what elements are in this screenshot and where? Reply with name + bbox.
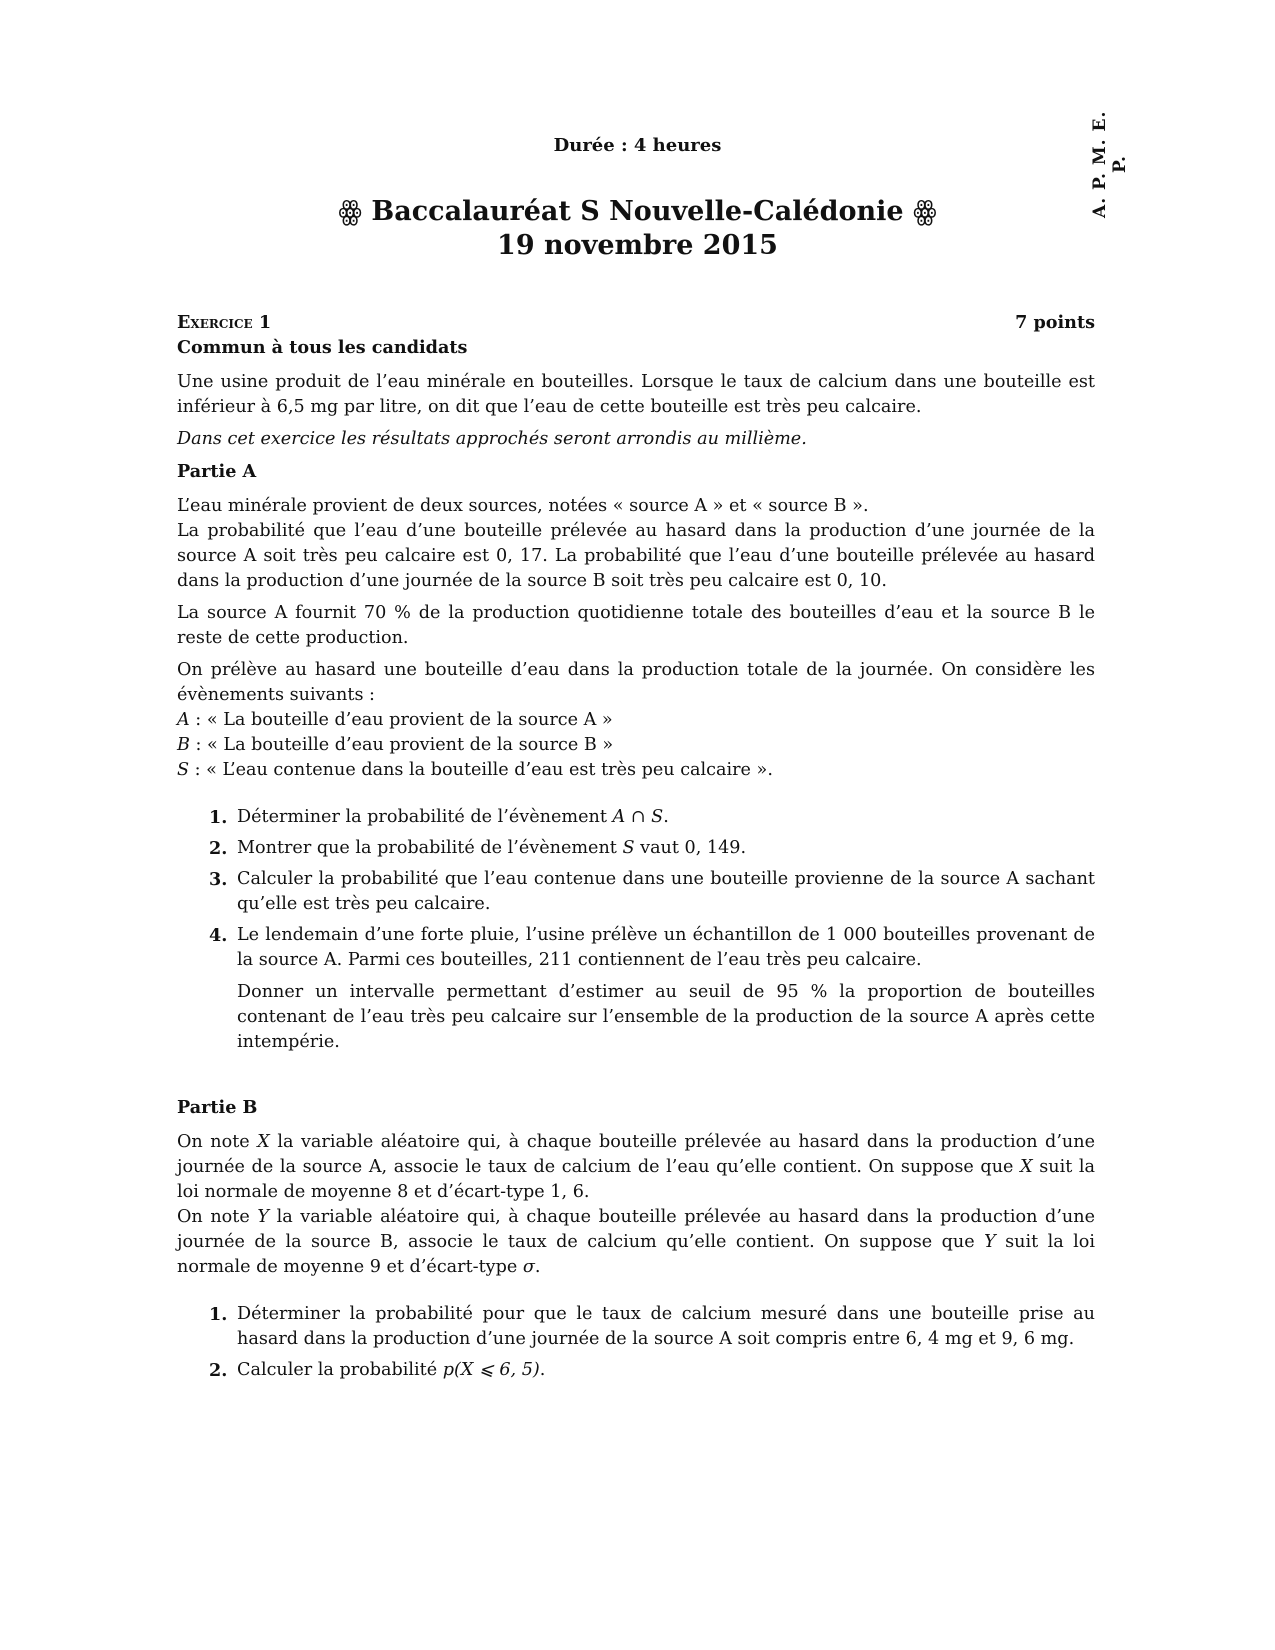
part-b-p2-a: On note xyxy=(177,1207,258,1227)
question-number: 2. xyxy=(209,838,228,859)
part-a-p3: La source A fournit 70 % de la production quotidienne totale des bouteilles d’eau et la source B le reste de cette production. xyxy=(177,603,1095,648)
question-math: A ∩ S xyxy=(612,807,664,827)
part-b-p1-a: On note xyxy=(177,1132,258,1152)
question-math: S xyxy=(622,838,635,858)
part-b-p2-b: la variable aléatoire qui, à chaque bouteille prélevée au hasard dans la production d’une journée de la source B, associe le taux de calcium qu’elle contient. On suppose que xyxy=(177,1207,1095,1252)
exercise-points: 7 points xyxy=(1015,312,1095,333)
ornament-left-icon: ꙮ xyxy=(338,196,362,227)
exercise-audience: Commun à tous les candidats xyxy=(177,337,468,358)
question-item xyxy=(177,867,1095,917)
part-b-var-x2: X xyxy=(1020,1157,1033,1177)
title-line1: Baccalauréat S Nouvelle-Calédonie xyxy=(371,196,904,227)
event-item xyxy=(177,758,1095,783)
part-b-title: Partie B xyxy=(177,1097,258,1118)
question-number: 2. xyxy=(209,1360,228,1381)
part-a-p1: L’eau minérale provient de deux sources, notées « source A » et « source B ». xyxy=(177,496,869,516)
event-item xyxy=(177,708,1095,733)
part-b-var-y: Y xyxy=(257,1207,269,1227)
part-b-p1 xyxy=(177,1130,1095,1205)
exercise-header xyxy=(177,310,1095,335)
part-b-p2-d: . xyxy=(534,1257,541,1277)
part-b-questions xyxy=(177,1302,1095,1383)
side-label: A. P. M. E. P. xyxy=(1090,110,1130,218)
question-tail: vaut 0, 149. xyxy=(634,838,747,858)
exercise-content xyxy=(177,310,1095,1389)
exercise-intro: Une usine produit de l’eau minérale en bouteilles. Lorsque le taux de calcium dans une bouteille est inférieur à 6,5 mg par litre, on dit que l’eau de cette bouteille est très peu calcaire. xyxy=(177,372,1095,417)
part-b-var-y2: Y xyxy=(984,1232,996,1252)
part-b-p1-b: la variable aléatoire qui, à chaque bouteille prélevée au hasard dans la production d’une journée de la source A, associe le taux de calcium de l’eau qu’elle contient. On suppose que xyxy=(177,1132,1095,1177)
question-item xyxy=(177,1302,1095,1352)
rounding-note-text: Dans cet exercice les résultats approchés seront arrondis au millième. xyxy=(177,429,807,449)
rounding-note xyxy=(177,427,1095,452)
part-b-p2-c: suit la loi normale de moyenne 9 et d’écart-type xyxy=(177,1232,1095,1277)
question-text: Le lendemain d’une forte pluie, l’usine prélève un échantillon de 1 000 bouteilles provenant de la source A. Parmi ces bouteilles, 211 contiennent de l’eau très peu calcaire. xyxy=(237,925,1095,970)
question-item xyxy=(177,805,1095,830)
part-a-questions xyxy=(177,805,1095,1055)
question-text: Montrer que la probabilité de l’évènement xyxy=(237,838,623,858)
part-a-p2: La probabilité que l’eau d’une bouteille prélevée au hasard dans la production d’une journée de la source A soit très peu calcaire est 0, 17. La probabilité que l’eau d’une bouteille prélevée au hasard dans la production d’une journée de la source B soit très peu calcaire est 0, 10. xyxy=(177,521,1095,591)
part-a-p4: On prélève au hasard une bouteille d’eau dans la production totale de la journée. On considère les évènements suivants : xyxy=(177,660,1095,705)
part-b-var-x: X xyxy=(257,1132,270,1152)
question-math: p(X ⩽ 6, 5) xyxy=(442,1360,540,1380)
question-item xyxy=(177,923,1095,1055)
event-symbol: A xyxy=(177,710,190,730)
part-b-p1-c: suit la loi normale de moyenne 8 et d’écart-type 1, 6. xyxy=(177,1157,1095,1202)
question-text: Calculer la probabilité que l’eau contenue dans une bouteille provienne de la source A sachant qu’elle est très peu calcaire. xyxy=(237,869,1095,914)
event-text: : « L’eau contenue dans la bouteille d’eau est très peu calcaire ». xyxy=(189,760,773,780)
part-a-title: Partie A xyxy=(177,461,257,482)
question-item xyxy=(177,836,1095,861)
question-tail: . xyxy=(539,1360,546,1380)
exercise-label: Exercice 1 xyxy=(177,312,272,333)
question-item xyxy=(177,1358,1095,1383)
page-title xyxy=(0,195,1275,263)
question-number: 4. xyxy=(209,925,228,946)
question-text: Déterminer la probabilité pour que le taux de calcium mesuré dans une bouteille prise au hasard dans la production d’une journée de la source A soit compris entre 6, 4 mg et 9, 6 mg. xyxy=(237,1304,1095,1349)
event-text: : « La bouteille d’eau provient de la source A » xyxy=(189,710,613,730)
part-b-sigma: σ xyxy=(522,1257,535,1277)
exam-duration: Durée : 4 heures xyxy=(553,135,722,156)
question-text-continued: Donner un intervalle permettant d’estimer au seuil de 95 % la proportion de bouteilles contenant de l’eau très peu calcaire sur l’ensemble de la production de la source A après cette intempérie. xyxy=(237,982,1095,1052)
question-number: 3. xyxy=(209,869,228,890)
part-b-p2 xyxy=(177,1205,1095,1280)
event-symbol: B xyxy=(177,735,190,755)
event-item xyxy=(177,733,1095,758)
question-text: Calculer la probabilité xyxy=(237,1360,443,1380)
ornament-right-icon: ꙮ xyxy=(913,196,937,227)
event-list xyxy=(177,708,1095,783)
event-symbol: S xyxy=(177,760,190,780)
question-number: 1. xyxy=(209,1304,228,1325)
title-date: 19 novembre 2015 xyxy=(497,230,778,261)
question-number: 1. xyxy=(209,807,228,828)
question-tail: . xyxy=(663,807,669,827)
event-text: : « La bouteille d’eau provient de la source B » xyxy=(189,735,614,755)
question-text: Déterminer la probabilité de l’évènement xyxy=(237,807,613,827)
